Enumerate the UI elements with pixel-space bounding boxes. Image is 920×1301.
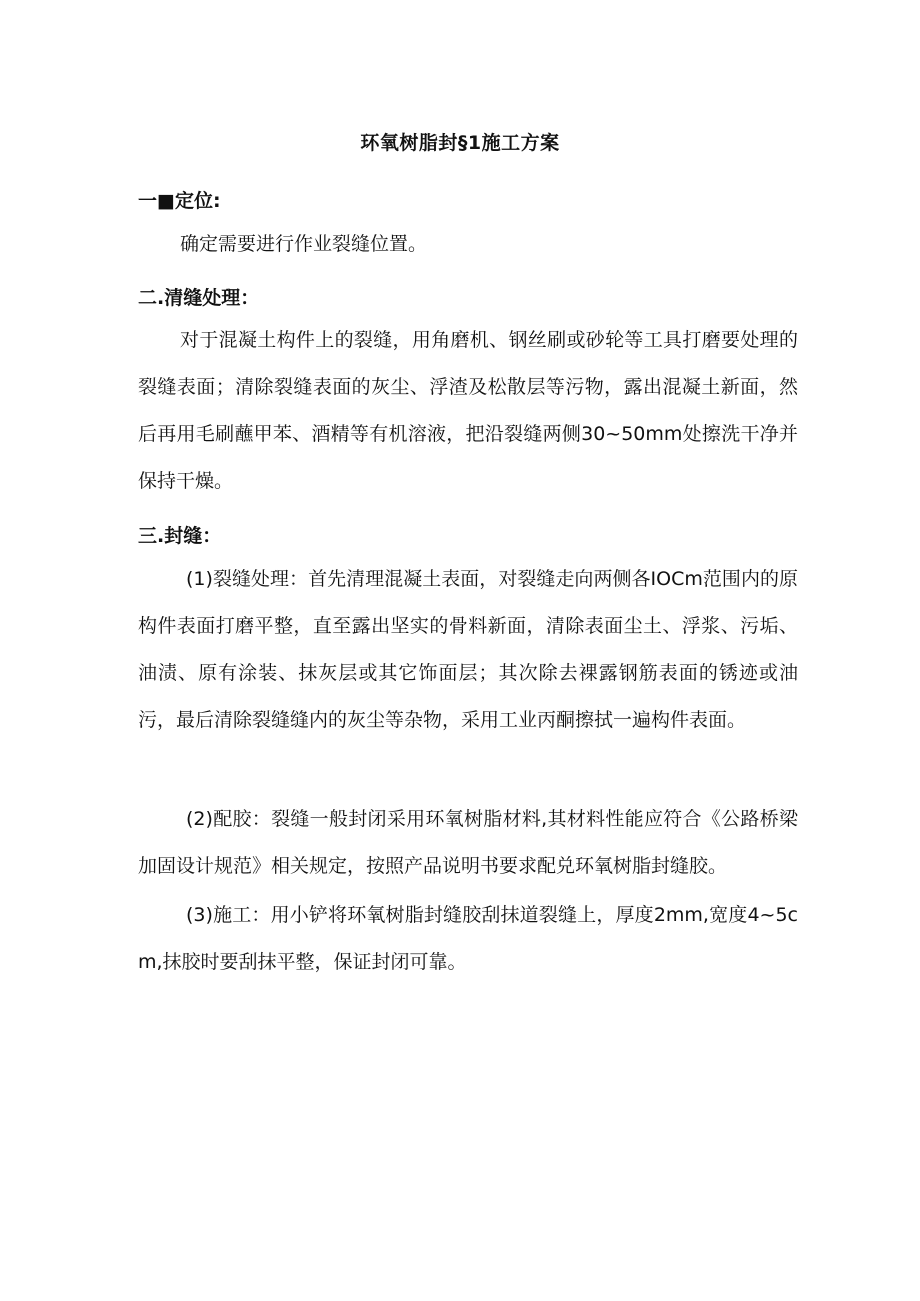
section-heading-positioning: 一■定位: bbox=[138, 190, 221, 212]
section-paragraph: 对于混凝土构件上的裂缝，用角磨机、钢丝刷或砂轮等工具打磨要处理的裂缝表面；清除裂缝表面的灰尘、浮渣及松散层等污物，露出混凝土新面，然后再用毛刷蘸甲苯、酒精等有机溶液，把沿裂缝两侧30~50mm处擦洗干净并保持干燥。 bbox=[138, 329, 798, 492]
document-title: 环氧树脂封§1施工方案 bbox=[360, 132, 560, 154]
section-paragraph: (2)配胶：裂缝一般封闭采用环氧树脂材料,其材料性能应符合《公路桥梁加固设计规范》相关规定，按照产品说明书要求配兑环氧树脂封缝胶。 bbox=[138, 808, 798, 877]
section-heading-crack-cleaning: 二.清缝处理： bbox=[138, 287, 260, 309]
section-paragraph: (3)施工：用小铲将环氧树脂封缝胶刮抹道裂缝上，厚度2mm,宽度4~5cm,抹胶时要刮抹平整，保证封闭可靠。 bbox=[138, 904, 798, 973]
section-paragraph: (1)裂缝处理：首先清理混凝土表面，对裂缝走向两侧各IOCm范围内的原构件表面打磨平整，直至露出坚实的骨料新面，清除表面尘土、浮浆、污垢、油渍、原有涂装、抹灰层或其它饰面层；其次除去裸露钢筋表面的锈迹或油污，最后清除裂缝缝内的灰尘等杂物，采用工业丙酮擦拭一遍构件表面。 bbox=[138, 568, 798, 731]
section-heading-sealing: 三.封缝： bbox=[138, 525, 222, 547]
section-paragraph: 确定需要进行作业裂缝位置。 bbox=[180, 233, 428, 255]
